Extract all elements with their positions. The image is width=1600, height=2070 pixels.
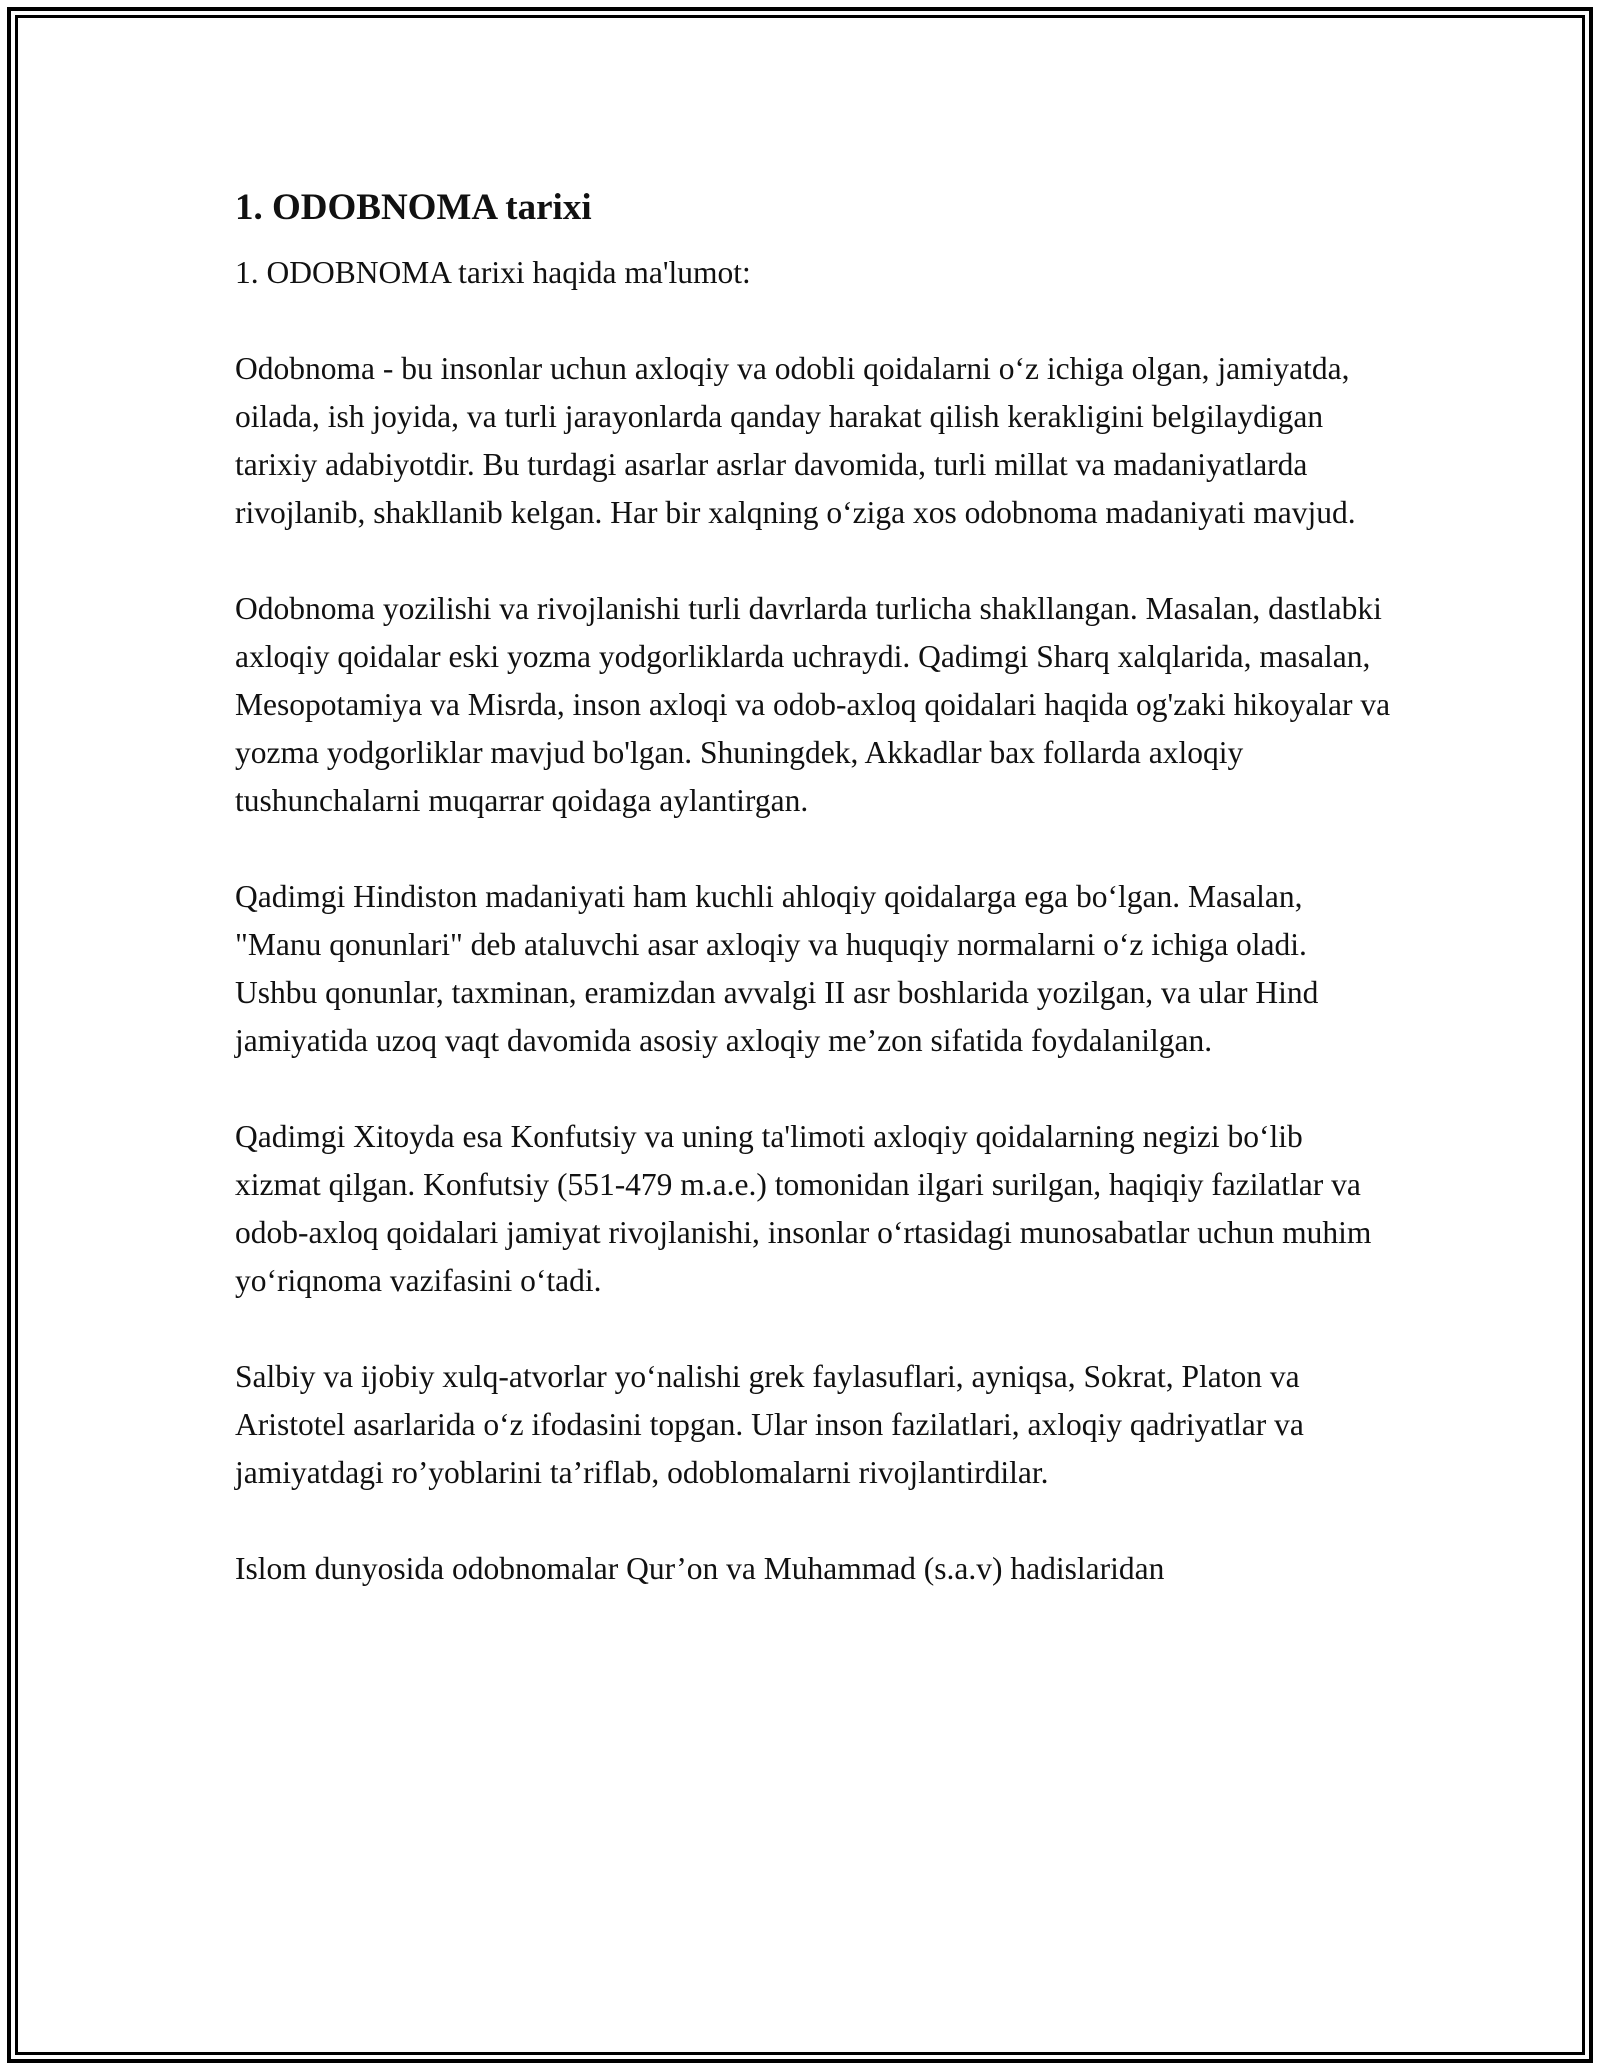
document-page bbox=[235, 185, 1395, 1593]
paragraph-ancient-east: Odobnoma yozilishi va rivojlanishi turli davrlarda turlicha shakllangan. Masalan, dastlabki axloqiy qoidalar eski yozma yodgorliklarda uchraydi. Qadimgi Sharq xalqlarida, masalan, Mesopotamiya va Misrda, inson axloqi va odob-axloq qoidalari haqida og'zaki hikoyalar va yozma yodgorliklar mavjud bo'lgan. Shuningdek, Akkadlar bax follarda axloqiy tushunchalarni muqarrar qoidaga aylantirgan. bbox=[235, 591, 1391, 818]
paragraph-ancient-india: Qadimgi Hindiston madaniyati ham kuchli ahloqiy qoidalarga ega bo‘lgan. Masalan, "Manu qonunlari" deb ataluvchi asar axloqiy va huquqiy normalarni o‘z ichiga oladi. Ushbu qonunlar, taxminan, eramizdan avvalgi II asr boshlarida yozilgan, va ular Hind jamiyatida uzoq vaqt davomida asosiy axloqiy me’zon sifatida foydalanilgan. bbox=[235, 879, 1319, 1058]
paragraph-ancient-china: Qadimgi Xitoyda esa Konfutsiy va uning ta'limoti axloqiy qoidalarning negizi bo‘lib xizmat qilgan. Konfutsiy (551-479 m.a.e.) tomonidan ilgari surilgan, haqiqiy fazilatlar va odob-axloq qoidalari jamiyat rivojlanishi, insonlar o‘rtasidagi munosabatlar uchun muhim yo‘riqnoma vazifasini o‘tadi. bbox=[235, 1119, 1372, 1298]
paragraph-islamic-world: Islom dunyosida odobnomalar Qur’on va Muhammad (s.a.v) hadislaridan bbox=[235, 1551, 1165, 1586]
document-title: 1. ODOBNOMA tarixi bbox=[235, 187, 592, 228]
paragraph-greek-philosophers: Salbiy va ijobiy xulq-atvorlar yo‘nalishi grek faylasuflari, ayniqsa, Sokrat, Platon va Aristotel asarlarida o‘z ifodasini topgan. Ular inson fazilatlari, axloqiy qadriyatlar va jamiyatdagi ro’yoblarini ta’riflab, odoblomalarni rivojlantirdilar. bbox=[235, 1359, 1304, 1490]
paragraph-definition: Odobnoma - bu insonlar uchun axloqiy va odobli qoidalarni o‘z ichiga olgan, jamiyatda, oilada, ish joyida, va turli jarayonlarda qanday harakat qilish kerakligini belgilaydigan tarixiy adabiyotdir. Bu turdagi asarlar asrlar davomida, turli millat va madaniyatlarda rivojlanib, shakllanib kelgan. Har bir xalqning o‘ziga xos odobnoma madaniyati mavjud. bbox=[235, 351, 1356, 530]
intro-line: 1. ODOBNOMA tarixi haqida ma'lumot: bbox=[235, 255, 751, 290]
